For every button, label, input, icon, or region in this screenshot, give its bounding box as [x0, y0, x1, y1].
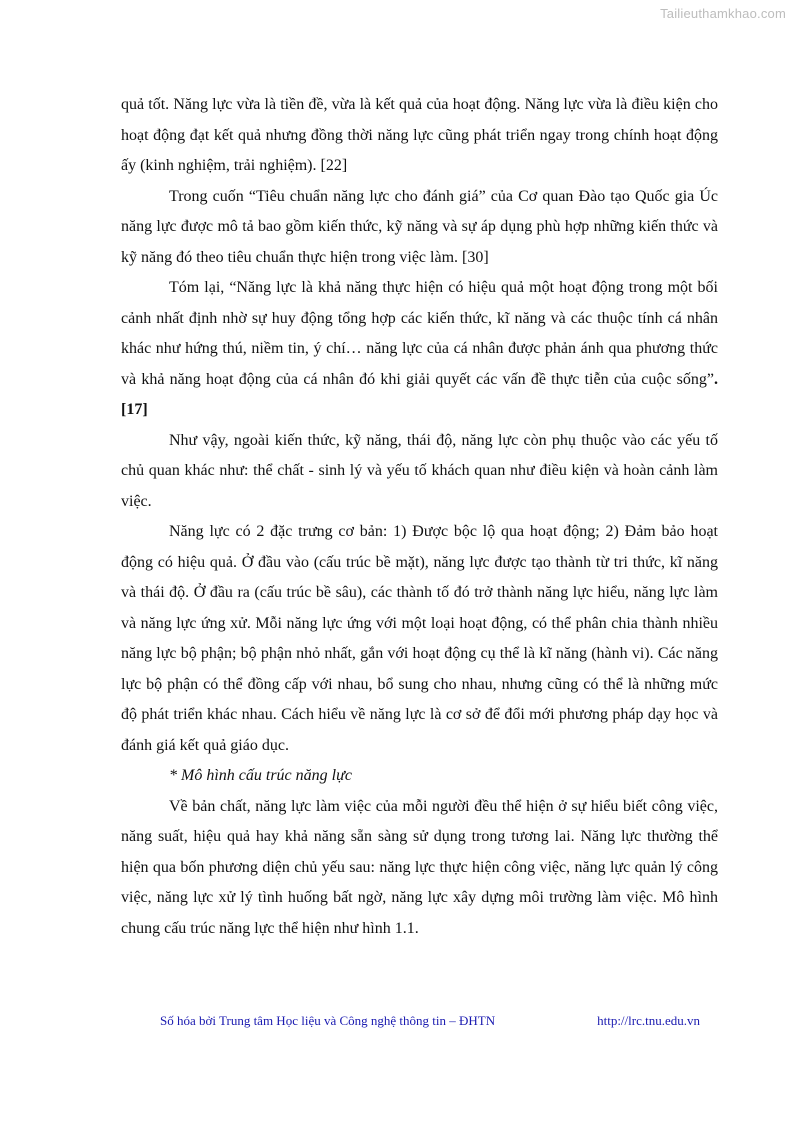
paragraph-6: Về bản chất, năng lực làm việc của mỗi người đều thể hiện ở sự hiểu biết công việc, năng suất, hiệu quả hay khả năng sẵn sàng sử dụng trong tương lai. Năng lực thường thể hiện qua bốn phương diện chủ yếu sau: năng lực thực hiện công việc, năng lực quản lý công việc, năng lực xử lý tình huống bất ngờ, năng lực xây dựng môi trường làm việc. Mô hình chung cấu trúc năng lực thể hiện như hình 1.1.: [121, 797, 718, 937]
paragraph-2: Trong cuốn “Tiêu chuẩn năng lực cho đánh giá” của Cơ quan Đào tạo Quốc gia Úc năng lực được mô tả bao gồm kiến thức, kỹ năng và sự áp dụng phù hợp những kiến thức và kỹ năng đó theo tiêu chuẩn thực hiện trong việc làm. [30]: [121, 187, 718, 266]
page-footer: [160, 1013, 700, 1029]
footer-link[interactable]: http://lrc.tnu.edu.vn: [597, 1013, 700, 1028]
paragraph-3-citation: . [17]: [121, 370, 718, 418]
paragraph-3: [121, 273, 718, 426]
paragraph-4: Như vậy, ngoài kiến thức, kỹ năng, thái độ, năng lực còn phụ thuộc vào các yếu tố chủ quan khác như: thể chất - sinh lý và yếu tố khách quan như điều kiện và hoàn cảnh làm việc.: [121, 431, 718, 510]
section-heading: * Mô hình cấu trúc năng lực: [169, 767, 352, 784]
paragraph-3-text: Tóm lại, “Năng lực là khả năng thực hiện có hiệu quả một hoạt động trong một bối cảnh nhất định nhờ sự huy động tổng hợp các kiến thức, kĩ năng và các thuộc tính cá nhân khác như hứng thú, niềm tin, ý chí… năng lực của cá nhân được phản ánh qua phương thức và khả năng hoạt động của cá nhân đó khi giải quyết các vấn đề thực tiễn của cuộc sống”: [121, 279, 718, 388]
paragraph-1: quả tốt. Năng lực vừa là tiền đề, vừa là kết quả của hoạt động. Năng lực vừa là điều kiện cho hoạt động đạt kết quả nhưng đồng thời năng lực cũng phát triển ngay trong chính hoạt động ấy (kinh nghiệm, trải nghiệm). [22]: [121, 96, 718, 174]
watermark: Tailieuthamkhao.com: [660, 6, 786, 21]
page-body: [121, 90, 718, 944]
paragraph-5: Năng lực có 2 đặc trưng cơ bản: 1) Được bộc lộ qua hoạt động; 2) Đảm bảo hoạt động có hiệu quả. Ở đầu vào (cấu trúc bề mặt), năng lực được tạo thành từ tri thức, kĩ năng và thái độ. Ở đầu ra (cấu trúc bề sâu), các thành tố đó trở thành năng lực hiểu, năng lực làm và năng lực ứng xử. Mỗi năng lực ứng với một loại hoạt động, có thể phân chia thành nhiều năng lực bộ phận; bộ phận nhỏ nhất, gắn với hoạt động cụ thể là kĩ năng (hành vi). Các năng lực bộ phận có thể đồng cấp với nhau, bổ sung cho nhau, nhưng cũng có thể là những mức độ phát triển khác nhau. Cách hiểu về năng lực là cơ sở để đổi mới phương pháp dạy học và đánh giá kết quả giáo dục.: [121, 523, 718, 754]
footer-credit: Số hóa bởi Trung tâm Học liệu và Công nghệ thông tin – ĐHTN: [160, 1013, 496, 1028]
